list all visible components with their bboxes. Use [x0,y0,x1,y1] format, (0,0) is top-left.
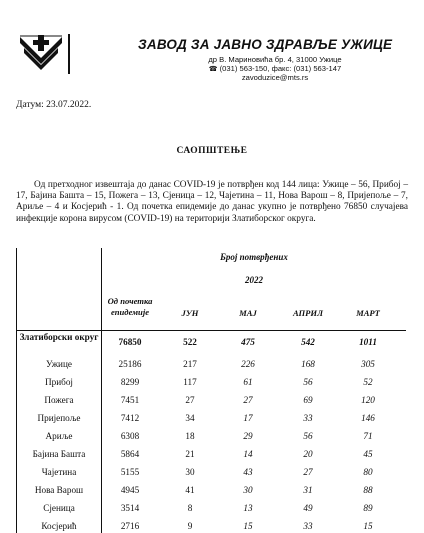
cell-maj: 43 [243,467,253,477]
cell-april: 27 [303,467,313,477]
header-month-april: АПРИЛ [292,308,324,318]
cell-april: 69 [303,395,313,405]
row-label-municipality: Чајетина [41,467,77,477]
cell-april: 20 [303,449,313,459]
letterhead [0,0,424,90]
cell-total: 7412 [120,413,140,423]
row-label-municipality: Пожега [44,395,74,405]
row-label-municipality: Ариље [45,431,73,441]
cell-mart: 52 [363,377,373,387]
cell-total: 5864 [120,449,140,459]
letterhead-divider [68,34,70,74]
cell-maj: 226 [241,359,255,369]
cases-table [16,248,408,533]
cell-total: 5155 [120,467,140,477]
cell-mart: 71 [363,431,373,441]
institute-logo-icon [18,34,64,74]
cell-total: 76850 [118,337,142,347]
cell-maj: 27 [243,395,253,405]
cell-total: 4945 [120,485,140,495]
cell-maj: 15 [243,521,253,531]
cell-april: 31 [303,485,313,495]
cell-jun: 217 [183,359,197,369]
cell-april: 56 [303,431,313,441]
cell-mart: 305 [361,359,375,369]
cell-april: 542 [301,337,315,347]
cell-maj: 475 [241,337,255,347]
cell-april: 33 [303,413,313,423]
cell-mart: 120 [361,395,375,405]
announcement-body: Од претходног извештаја до данас COVID-19 је потврђен код 144 лица: Ужице – 56, Прибој – 17, Бајина Башта – 15, Пожега – 13, Сјеница – 12, Чајетина – 11, Нова Варош – 8, Пријепоље – 7, Ариље – 4 и Косјерић - 1. Од почетка епидемије до данас укупно је потврђено 76850 случајева инфекције корона вирусом (COVID-19) на територији Златиборског округа. [16,180,408,224]
cell-april: 56 [303,377,313,387]
cell-total: 8299 [120,377,140,387]
cell-jun: 41 [185,485,195,495]
cell-maj: 61 [243,377,253,387]
org-email: zavoduzice@mts.rs [241,73,309,82]
row-label-municipality: Ужице [46,359,72,369]
cell-mart: 146 [361,413,375,423]
cell-jun: 27 [185,395,195,405]
org-name: ЗАВОД ЗА ЈАВНО ЗДРАВЉЕ УЖИЦЕ [138,37,393,52]
cell-jun: 30 [185,467,195,477]
cell-april: 49 [303,503,313,513]
cell-jun: 8 [187,503,193,513]
header-since-start: Од почетка епидемије [107,296,153,317]
header-year: 2022 [245,275,263,285]
header-month-mart: МАРТ [356,308,380,318]
row-label-municipality: Бајина Башта [32,449,86,459]
row-label-municipality: Прибој [45,377,73,387]
cell-jun: 21 [185,449,195,459]
cell-april: 33 [303,521,313,531]
row-label-district: Златиборски округ [19,332,99,342]
cell-mart: 45 [363,449,373,459]
row-label-municipality: Косјерић [41,521,77,531]
cell-jun: 18 [185,431,195,441]
org-phone [180,64,370,73]
document-date: Датум: 23.07.2022. [16,100,92,110]
cell-total: 6308 [120,431,140,441]
cell-jun: 522 [183,337,197,347]
cell-mart: 89 [363,503,373,513]
header-confirmed-count: Број потврђених [220,252,288,262]
row-label-municipality: Пријепоље [37,413,81,423]
cell-total: 7451 [120,395,140,405]
phone-fax-text: (031) 563-150, факс: (031) 563-147 [219,64,342,73]
org-address: др В. Мариновића бр. 4, 31000 Ужице [208,55,342,64]
cell-mart: 88 [363,485,373,495]
cell-april: 168 [301,359,315,369]
table-border-left [16,248,17,533]
cell-jun: 117 [183,377,197,387]
cell-mart: 1011 [359,337,377,347]
header-month-jun: ЈУН [181,308,199,318]
cell-maj: 14 [243,449,253,459]
table-header-rule [16,330,406,331]
cell-jun: 9 [187,521,193,531]
cell-maj: 30 [243,485,253,495]
cell-total: 3514 [120,503,140,513]
cell-maj: 17 [243,413,253,423]
cell-jun: 34 [185,413,195,423]
header-month-maj: МАЈ [239,308,257,318]
cell-mart: 80 [363,467,373,477]
cell-total: 2716 [120,521,140,531]
row-label-municipality: Сјеница [43,503,75,513]
cell-maj: 13 [243,503,253,513]
cell-total: 25186 [118,359,142,369]
phone-icon: ☎ [208,66,218,73]
document-title: САОПШТЕЊЕ [176,146,248,156]
cell-maj: 29 [243,431,253,441]
row-label-municipality: Нова Варош [34,485,84,495]
cell-mart: 15 [363,521,373,531]
